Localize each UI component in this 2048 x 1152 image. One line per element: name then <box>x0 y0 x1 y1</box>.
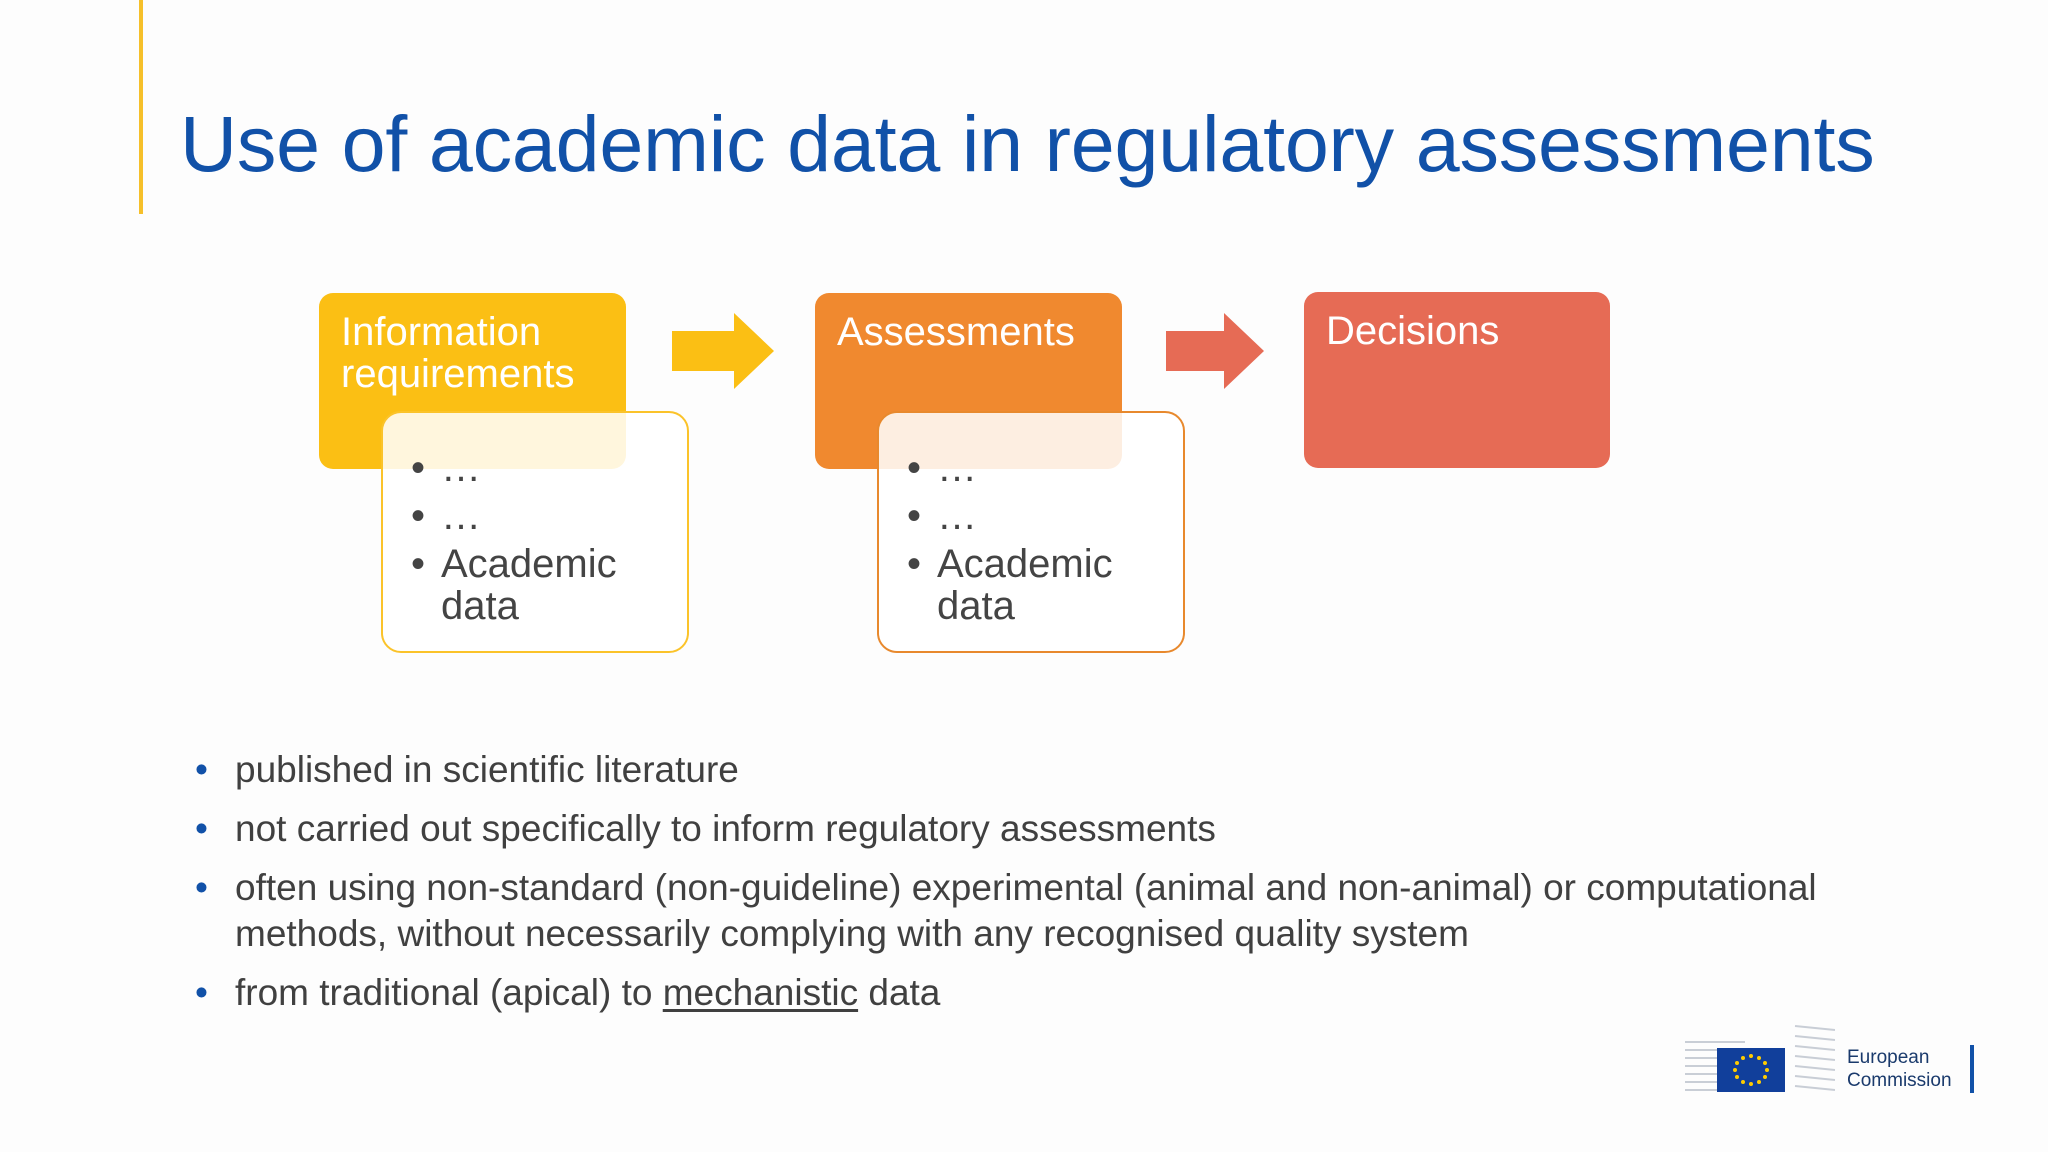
bullet-item <box>195 970 1895 1016</box>
sublist-item: • Academic data <box>411 543 687 627</box>
bullet-item: • not carried out specifically to inform regulatory assessments <box>195 806 1895 852</box>
bullet-item: • often using non-standard (non-guideline) experimental (animal and non-animal) or computational methods, without necessarily complying with any recognised quality system <box>195 865 1895 957</box>
information-requirements-sublist <box>381 411 689 653</box>
sublist-item: • … <box>907 447 1183 489</box>
sublist-item: • … <box>411 447 687 489</box>
eu-flag-icon <box>1685 1012 1835 1094</box>
logo-divider <box>1970 1045 1974 1093</box>
logo-line: European <box>1847 1047 1930 1068</box>
decisions-box <box>1304 292 1610 468</box>
information-requirements-label: Information requirements <box>341 310 575 396</box>
logo-text <box>1847 1046 1952 1092</box>
arrow-right-icon <box>672 313 774 389</box>
assessments-label: Assessments <box>837 310 1075 354</box>
bullet-item: • published in scientific literature <box>195 747 1895 793</box>
bullet-list <box>195 747 1895 1029</box>
slide-title: Use of academic data in regulatory assessments <box>180 99 1875 188</box>
arrow-right-icon <box>1166 313 1264 389</box>
bullet-text: from traditional (apical) to <box>235 972 663 1013</box>
sublist-item: • Academic data <box>907 543 1183 627</box>
assessments-sublist <box>877 411 1185 653</box>
sublist-item: • … <box>907 495 1183 537</box>
accent-bar <box>139 0 143 214</box>
sublist-item: • … <box>411 495 687 537</box>
underlined-term: mechanistic <box>662 972 859 1013</box>
bullet-text: data <box>858 972 941 1013</box>
logo-line: Commission <box>1847 1070 1952 1091</box>
decisions-label: Decisions <box>1326 309 1500 353</box>
